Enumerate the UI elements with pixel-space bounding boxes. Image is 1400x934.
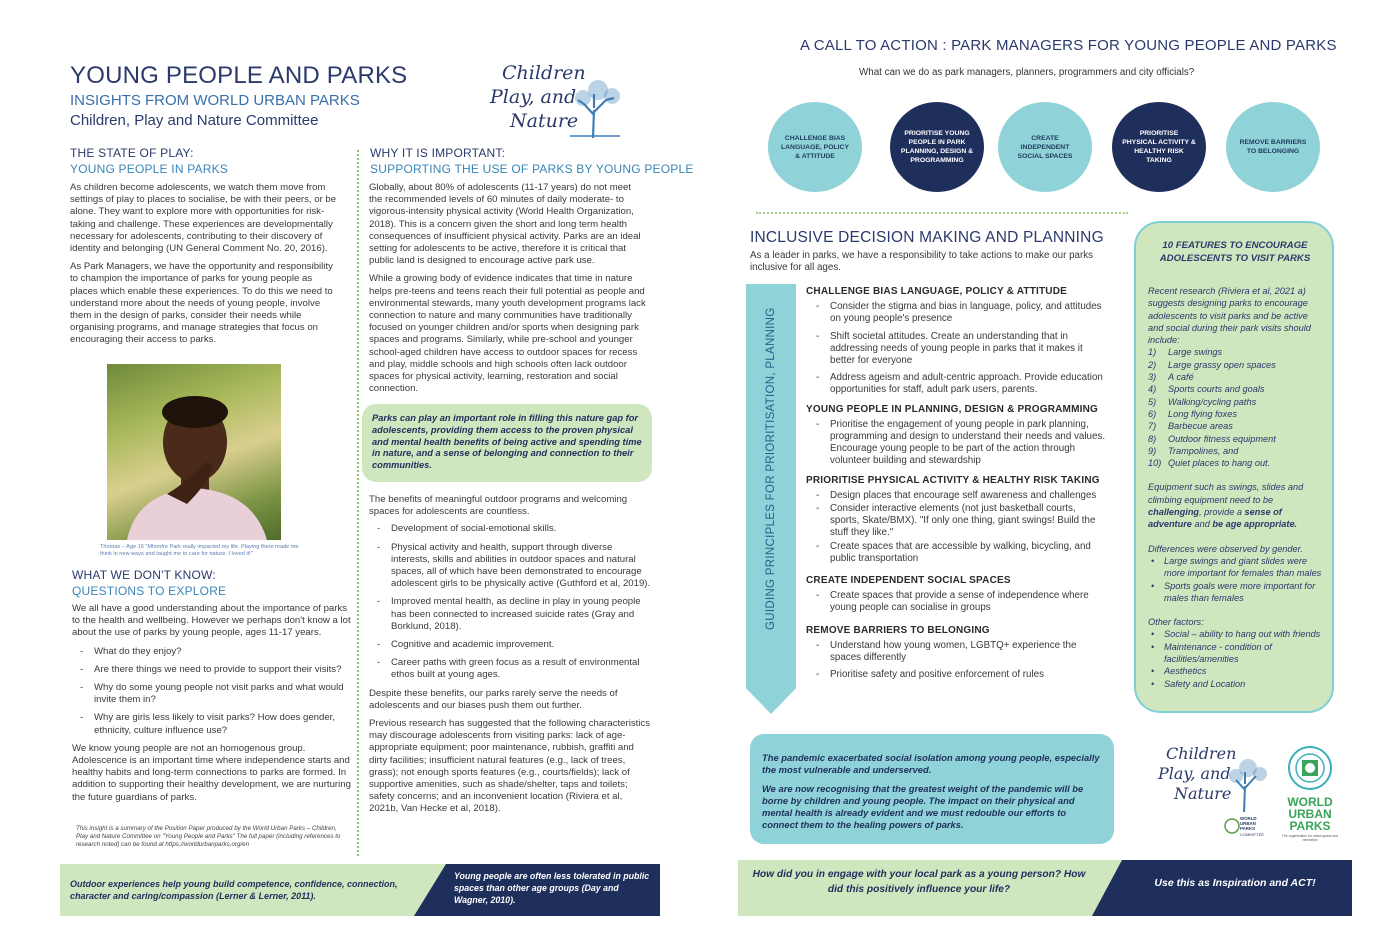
logo-line-3: Nature: [1174, 784, 1232, 803]
inclusive-intro: As a leader in parks, we have a responsibility to take actions to make our parks inclusive for all ages.: [750, 250, 1094, 274]
list-item: 2) Large grassy open spaces: [1148, 359, 1276, 370]
feature-label: Long flying foxes: [1168, 408, 1237, 419]
list-item: - What do they enjoy?: [72, 646, 354, 658]
list-item: - Improved mental health, as decline in play in young people has been connected to increased suicide rates (Gray and Borklund, 2018).: [369, 596, 651, 633]
list-item: 4) Sports courts and goals: [1148, 384, 1265, 395]
other-heading: Other factors:: [1148, 617, 1204, 628]
benefits-list: [369, 523, 651, 681]
why-subheading: SUPPORTING THE USE OF PARKS BY YOUNG PEOPLE: [370, 162, 694, 176]
call-to-action-question: What can we do as park managers, planners, programmers and city officials?: [859, 67, 1195, 78]
principle-group: [806, 286, 1106, 397]
principle-group: [806, 625, 1106, 682]
principle-list: [806, 301, 1106, 396]
footer-right-green-text: How did you in engage with your local park as a young person? How did this positively influence your life?: [752, 869, 1086, 895]
principle-list: [806, 590, 1106, 614]
page-right: [700, 0, 1400, 934]
why-text: [369, 182, 647, 401]
principle-group: [806, 475, 1106, 565]
feature-label: A café: [1168, 372, 1194, 383]
logo-line-1: Children: [1166, 744, 1237, 763]
inclusive-heading: INCLUSIVE DECISION MAKING AND PLANNING: [750, 229, 1104, 246]
globe-icon: [1286, 744, 1334, 792]
list-item: - Design places that encourage self awareness and challenges: [806, 490, 1106, 502]
list-item: 10) Quiet places to hang out.: [1148, 458, 1271, 469]
list-item: - Prioritise the engagement of young people in park planning, programming and design to understand their needs and values. Encourage young people to be part of the action through volunteer building and stewardship: [806, 419, 1106, 468]
list-item: 7) Barbecue areas: [1148, 421, 1233, 432]
dont-know-text: [72, 603, 354, 810]
circle-prioritise-young-people: PRIORITISE YOUNG PEOPLE IN PARK PLANNING, DESIGN & PROGRAMMING: [890, 102, 984, 192]
equipment-emphasis: be age appropriate.: [1212, 519, 1298, 530]
wup-line-1: WORLD: [1287, 795, 1333, 809]
wup-tagline: The organisation for urban space and recreation: [1281, 834, 1339, 842]
callout-text: Parks can play an important role in filling this nature gap for adolescents, providing them access to the proven physical and mental health benefits of being active and spending time in nature, and a sense of belonging and connection to their communities.: [372, 413, 642, 471]
list-item: • Social – ability to hang out with friends: [1148, 628, 1322, 640]
principle-heading: PRIORITISE PHYSICAL ACTIVITY & HEALTHY RISK TAKING: [806, 474, 1100, 486]
list-item: - Career paths with green focus as a result of environmental ethos built at young ages.: [369, 657, 651, 681]
list-item: - Are there things we need to provide to support their visits?: [72, 664, 354, 676]
why-paragraph-1: Globally, about 80% of adolescents (11-17 years) do not meet the recommended levels of 60 minutes of daily moderate- to vigorous-intensity physical activity (World Health Organization, 2018). This is a concern given the short and long term health consequences of insufficient physical activity. Parks are an ideal setting for adolescents to be active, therefore it is critical that public land is designed to encourage active park use.: [369, 182, 641, 267]
state-heading: THE STATE OF PLAY:: [70, 146, 194, 160]
features-intro: Recent research (Riviera et al, 2021 a) suggests designing parks to encourage adolescents to visit parks and be active and social during their park visits should include:: [1148, 286, 1311, 346]
principle-heading: CREATE INDEPENDENT SOCIAL SPACES: [806, 575, 1011, 587]
principle-list: [806, 419, 1106, 468]
committee-subtitle: Children, Play and Nature Committee: [70, 112, 319, 129]
footer-left-green-text: Outdoor experiences help young build competence, confidence, connection, character and caring/compassion (Lerner & Lerner, 2011).: [70, 879, 398, 901]
list-item: 3) A café: [1148, 372, 1194, 383]
list-item: - Prioritise safety and positive enforcement of rules: [806, 669, 1106, 681]
guiding-principles: [806, 286, 1106, 686]
list-item: • Safety and Location: [1148, 678, 1322, 690]
dont-know-subheading: QUESTIONS TO EXPLORE: [72, 584, 227, 598]
call-to-action-title: A CALL TO ACTION : PARK MANAGERS FOR YOUNG PEOPLE AND PARKS: [800, 37, 1337, 54]
logo-small-wup: WORLD URBAN PARKS: [1240, 816, 1257, 831]
circle-physical-activity: PRIORITISE PHYSICAL ACTIVITY & HEALTHY RISK TAKING: [1112, 102, 1206, 192]
page-title: YOUNG PEOPLE AND PARKS: [70, 62, 408, 89]
pandemic-paragraph-1: The pandemic exacerbated social isolation among young people, especially the most vulnerable and underserved.: [762, 752, 1100, 775]
gender-list: [1148, 555, 1322, 604]
principle-heading: REMOVE BARRIERS TO BELONGING: [806, 624, 990, 636]
list-item: - Why are girls less likely to visit parks? How does gender, ethnicity, culture influence use?: [72, 712, 354, 736]
footer-right-navy-text: Use this as Inspiration and ACT!: [1154, 877, 1316, 889]
list-item: - Understand how young women, LGBTQ+ experience the spaces differently: [806, 640, 1106, 664]
logo-committee: COMMITTEE: [1240, 832, 1264, 837]
logo-line-1: Children: [502, 62, 586, 84]
logo-line-2: Play, and: [490, 86, 577, 108]
person-icon: [107, 364, 281, 540]
state-paragraph-1: As children become adolescents, we watch them move from settings of play to places to socialise, be with their peers, or be alone. They want to explore more with opportunities for risk-taking and challenge. These experiences are developmentally necessary for adolescents, contributing to their discovery of identity and belonging (UN General Comment No. 20, 2016).: [70, 182, 337, 255]
feature-label: Sports courts and goals: [1168, 384, 1265, 395]
nature-gap-callout: [362, 404, 652, 482]
list-item: 9) Trampolines, and: [1148, 445, 1239, 456]
other-list: [1148, 628, 1322, 689]
list-item: - Physical activity and health, support through diverse interests, skills and abilities in outdoor spaces and natural spaces, all of which have been demonstrated to encourage adolescent girls to be physically active (Guthford et al, 2019).: [369, 542, 651, 591]
logo-line-2: Play, and: [1158, 764, 1231, 783]
state-subheading: YOUNG PEOPLE IN PARKS: [70, 162, 229, 176]
equipment-emphasis: sense of adventure: [1148, 507, 1282, 530]
equipment-emphasis: challenging: [1148, 507, 1200, 518]
list-item: - Shift societal attitudes. Create an understanding that in addressing needs of young people in parks that it makes it better for everyone: [806, 331, 1106, 368]
gender-heading: Differences were observed by gender.: [1148, 543, 1303, 554]
dont-know-heading: WHAT WE DON'T KNOW:: [72, 568, 216, 582]
principle-heading: YOUNG PEOPLE IN PLANNING, DESIGN & PROGRAMMING: [806, 403, 1098, 415]
wup-line-2: URBAN: [1288, 807, 1332, 821]
list-item: 6) Long flying foxes: [1148, 408, 1237, 419]
list-item: - Address ageism and adult-centric approach. Provide education opportunities for staff, adult park users, parents.: [806, 372, 1106, 396]
features-heading: 10 FEATURES TO ENCOURAGE ADOLESCENTS TO VISIT PARKS: [1159, 240, 1311, 264]
list-item: 1) Large swings: [1148, 347, 1223, 358]
equipment-text: , provide a: [1199, 507, 1245, 518]
pandemic-callout: [750, 734, 1114, 844]
equipment-note: [1148, 481, 1322, 530]
children-play-nature-logo: [488, 60, 628, 140]
wup-line-3: PARKS: [1289, 819, 1331, 833]
state-paragraph-2: As Park Managers, we have the opportunity and responsibility to champion the importance of parks for young people as places which enable these experiences. To do this we need to understand more about the needs of young people, involve them in the design of parks, consider their needs while organising programs, and manage strategies that focus on encouraging their access to parks.: [70, 261, 333, 346]
list-item: • Large swings and giant slides were more important for females than males: [1148, 555, 1322, 580]
feature-label: Outdoor fitness equipment: [1168, 433, 1276, 444]
feature-label: Large swings: [1168, 347, 1223, 358]
list-item: - Create spaces that are accessible by walking, bicycling, and public transportation: [806, 541, 1106, 565]
dont-know-paragraph-1: We all have a good understanding about the importance of parks to the health and wellbeing. However we perhaps don't know a lot about the use of parks by young people, ages 11-17 years.: [72, 603, 351, 639]
circle-challenge-bias: CHALLENGE BIAS LANGUAGE, POLICY & ATTITUDE: [768, 102, 862, 192]
principle-list: [806, 640, 1106, 682]
circle-remove-barriers: REMOVE BARRIERS TO BELONGING: [1226, 102, 1320, 192]
logo-line-3: Nature: [510, 110, 579, 132]
pandemic-paragraph-2: We are now recognising that the greatest weight of the pandemic will be borne by children and young people. The impact on their physical and mental health is already evident and we must redouble our efforts to connect them to the healing powers of parks.: [762, 783, 1084, 830]
features-list: [1148, 346, 1322, 469]
footer-left-navy-text: Young people are often less tolerated in public spaces than other age groups (Day and Wagner, 2010).: [454, 871, 650, 905]
principle-list: [806, 490, 1106, 565]
guiding-principles-label: GUIDING PRINCIPLES FOR PRIORITISATION, PLANNING: [765, 307, 777, 630]
page-subtitle: INSIGHTS FROM WORLD URBAN PARKS: [70, 92, 360, 109]
list-item: - Cognitive and academic improvement.: [369, 639, 651, 651]
list-item: • Aesthetics: [1148, 665, 1322, 677]
list-item: - Create spaces that provide a sense of independence where young people can socialise in groups: [806, 590, 1106, 614]
children-play-nature-logo-bottom: [1156, 742, 1274, 842]
list-item: - Development of social-emotional skills.: [369, 523, 651, 535]
portrait-photo: [107, 364, 281, 540]
feature-label: Walking/cycling paths: [1168, 396, 1257, 407]
feature-label: Quiet places to hang out.: [1168, 458, 1271, 469]
world-urban-parks-logo: [1280, 744, 1340, 844]
dont-know-paragraph-2: We know young people are not an homogenous group. Adolescence is an important time where independence starts and healthy habits and long-term connections to parks are formed. In addition to supporting their healthy development, we are nurturing the future guardians of parks.: [72, 742, 351, 803]
why-heading: WHY IT IS IMPORTANT:: [370, 146, 506, 160]
list-item: - Consider the stigma and bias in language, policy, and attitudes on young people's presence: [806, 301, 1106, 325]
benefits-text: [369, 494, 651, 822]
equipment-text: and: [1191, 519, 1213, 530]
benefits-intro: The benefits of meaningful outdoor programs and welcoming spaces for adolescents are countless.: [369, 494, 628, 518]
ten-features-box: [1134, 221, 1334, 713]
feature-label: Barbecue areas: [1168, 421, 1233, 432]
list-item: 5) Walking/cycling paths: [1148, 396, 1257, 407]
why-paragraph-2: While a growing body of evidence indicates that time in nature helps pre-teens and teens reach their full potential as people and environmental stewards, many youth development programs lack connection to nature and many communities have traditionally focused on younger children and/or sports when designing park spaces and programs. Similarly, while pre-school and younger school-aged children have access to outdoor spaces for recess and play, middle schools and high schools often lack outdoor spaces for physical activity, learning, restoration and social connection.: [369, 273, 646, 395]
principle-group: [806, 575, 1106, 615]
questions-list: [72, 646, 354, 737]
list-item: - Consider interactive elements (not just basketball courts, sports, Skate/BMX). "If only one thing, giant swings! Build the stuff they like.": [806, 503, 1106, 540]
section-divider: [756, 212, 1128, 214]
list-item: - Why do some young people not visit parks and what would invite them in?: [72, 682, 354, 706]
feature-label: Large grassy open spaces: [1168, 359, 1276, 370]
why-paragraph-4: Despite these benefits, our parks rarely serve the needs of adolescents and our biases push them out further.: [369, 687, 618, 711]
equipment-text: Equipment such as swings, slides and climbing equipment need to be: [1148, 482, 1304, 505]
state-text: [70, 182, 340, 353]
principle-heading: CHALLENGE BIAS LANGUAGE, POLICY & ATTITUDE: [806, 286, 1067, 297]
list-item: 8) Outdoor fitness equipment: [1148, 433, 1276, 444]
footnote: This insight is a summary of the Position Paper produced by the World Urban Parks – Children, Play and Nature Committee on "Young People and Parks" The full paper (including references to research noted) can be found at https://worldurbanparks.org/en: [76, 825, 341, 848]
photo-caption: Thomas – Age 16 "Mhonfre Park really impacted my life. Playing there made me think in new ways and taught me to care for nature. I loved it!": [100, 544, 299, 557]
column-divider: [357, 150, 359, 856]
list-item: • Sports goals were more important for males than females: [1148, 580, 1322, 605]
principle-group: [806, 404, 1106, 468]
feature-label: Trampolines, and: [1168, 445, 1239, 456]
why-paragraph-5: Previous research has suggested that the following characteristics may discourage adolescents from visiting parks: lack of age-appropriate equipment; poor maintenance, rubbish, graffiti and dirty facilities; insufficient natural features (e.g., lack of trees, grass); not enough sports features (e.g., courts/fields); lack of supportive amenities, such as shade/shelter, taps and toilets; safety concerns; and an inconvenient location (Riviera et al, 2021b, Van Hecke et al, 2018).: [369, 718, 651, 815]
list-item: • Maintenance - condition of facilities/amenities: [1148, 641, 1322, 666]
circle-independent-spaces: CREATE INDEPENDENT SOCIAL SPACES: [998, 102, 1092, 192]
